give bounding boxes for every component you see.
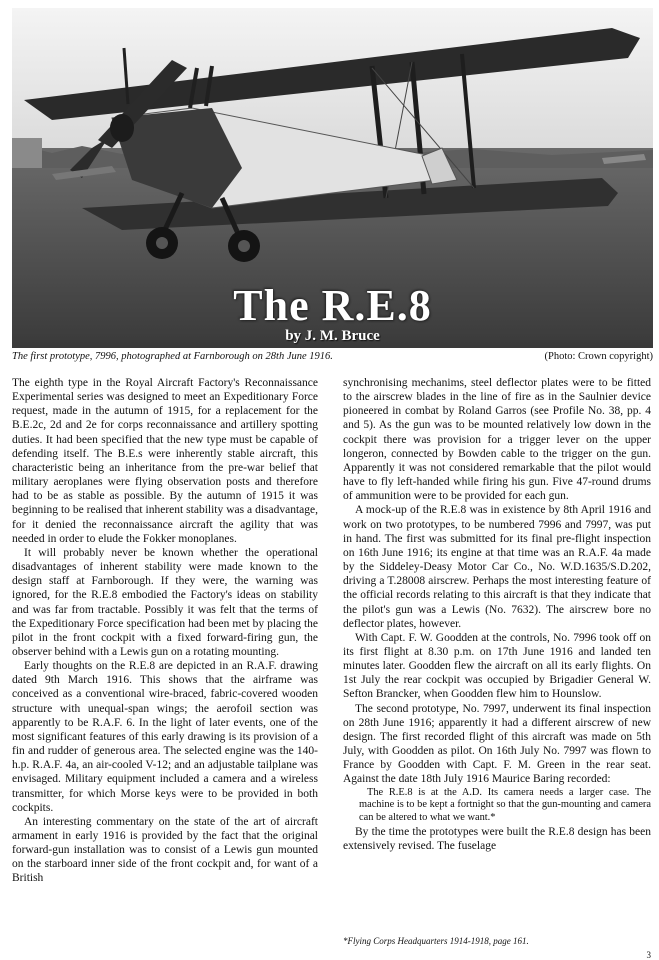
photo-caption-row bbox=[12, 350, 653, 366]
photo-credit: (Photo: Crown copyright) bbox=[544, 351, 653, 362]
article-title: The R.E.8 bbox=[233, 281, 432, 330]
paragraph: It will probably never be known whether the operational disadvantages of inherent stability were made known to the design staff at Farnborough. If they were, the warning was ignored, for the R.E.8 embodied the Factory's ideas on stability and was far from tractable. Possibly it was felt that the terms of the Expeditionary Force specification had been met by placing the pilot in the front cockpit with a fixed forward-firing gun, the observer behind with a Lewis gun on a rotating mounting. bbox=[12, 546, 318, 658]
hero-photo bbox=[12, 8, 653, 348]
article-byline: by J. M. Bruce bbox=[285, 328, 380, 344]
paragraph: By the time the prototypes were built the R.E.8 design has been extensively revised. The fuselage bbox=[343, 825, 651, 853]
paragraph: Early thoughts on the R.E.8 are depicted in an R.A.F. drawing dated 9th March 1916. This shows that the airframe was conceived as a conventional wire-braced, fabric-covered wooden structure with unequal-span wings; the aerofoil section was apparently to be R.A.F. 6. In the light of later events, one of the most significant features of this early drawing is its provision of a fin and rudder of generous area. The selected engine was the 140-h.p. R.A.F. 4a, an air-cooled V-12; and an adjustable tailplane was envisaged. Military equipment included a camera and a wireless transmitter, for which Morse keys were to be provided in both cockpits. bbox=[12, 660, 318, 814]
photo-caption: The first prototype, 7996, photographed at Farnborough on 28th June 1916. bbox=[12, 351, 333, 362]
article-column-left bbox=[12, 376, 318, 886]
page-number: 3 bbox=[646, 950, 651, 960]
article-column-right bbox=[343, 376, 651, 853]
paragraph: synchronising mechanims, steel deflector plates were to be fitted to the airscrew blades in the line of fire as in the Saulnier device pioneered in combat by Roland Garros (see Profile No. 38, pp. 4 and 5). As the gun was to be mounted relatively low down in the cockpit there was provision for a trigger lever on the upper longeron, connected by Bowden cable to the trigger on the gun. Apparently it was not considered remarkable that the pilot would have to fly left-handed while firing his gun. Five 47-round drums of ammunition were to be provided for each gun. bbox=[343, 377, 651, 503]
paragraph: The eighth type in the Royal Aircraft Factory's Reconnaissance Experimental series was designed to meet an Expeditionary Force request, made in the autumn of 1915, for a replacement for the B.E.2c, 2d and 2e for corps reconnaissance and artillery spotting duties. It had been specified that the new type must be capable of defending itself. The B.E.s were inherently stable aircraft, this characteristic being an inheritance from the pre-war belief that military aeroplanes were flying observation posts and therefore had to be as stable as possible. By the autumn of 1915 it was beginning to be realised that inherent stability was a disadvantage, for it denied the reconnaissance aircraft the agility that was needed in order to elude the Fokker monoplanes. bbox=[12, 377, 318, 545]
paragraph: With Capt. F. W. Goodden at the controls, No. 7996 took off on its first flight at 8.30 p.m. on 17th June 1916 and landed ten minutes later. Goodden flew the aircraft on all its early flights. On 1st July the rear cockpit was occupied by Brigadier General W. Sefton Brancker, when Goodden flew him to Hounslow. bbox=[343, 631, 651, 701]
footnote: *Flying Corps Headquarters 1914-1918, page 161. bbox=[343, 936, 529, 946]
quotation: The R.E.8 is at the A.D. Its camera needs a larger case. The machine is to be kept a fortnight so that the gun-mounting and camera can be altered to what we want.* bbox=[359, 786, 651, 824]
paragraph: The second prototype, No. 7997, underwent its final inspection on 28th June 1916; apparently it had a different airscrew of new design. The first recorded flight of this aircraft was made on 5th July, with Goodden as pilot. On 16th July No. 7997 was flown to France by Goodden with Capt. F. M. Green in the rear seat. Against the date 18th July 1916 Maurice Baring recorded: bbox=[343, 702, 651, 786]
paragraph: An interesting commentary on the state of the art of aircraft armament in early 1916 is provided by the fact that the original forward-gun installation was to consist of a Lewis gun mounted on the starboard inner side of the front cockpit and, for want of a British bbox=[12, 815, 318, 885]
paragraph: A mock-up of the R.E.8 was in existence by 8th April 1916 and work on two prototypes, to be numbered 7996 and 7997, was put in hand. The first was submitted for its final pre-flight inspection on 16th June 1916; its engine at that time was an R.A.F. 4a made by the Siddeley-Deasy Motor Car Co., No. W.D.1635/S.D.202, driving a T.28008 airscrew. Perhaps the most interesting feature of the official records relating to this aircraft is that they indicate that the pilot's gun was a Lewis (No. 7632). The airscrew bore no deflector plates, however. bbox=[343, 504, 651, 630]
